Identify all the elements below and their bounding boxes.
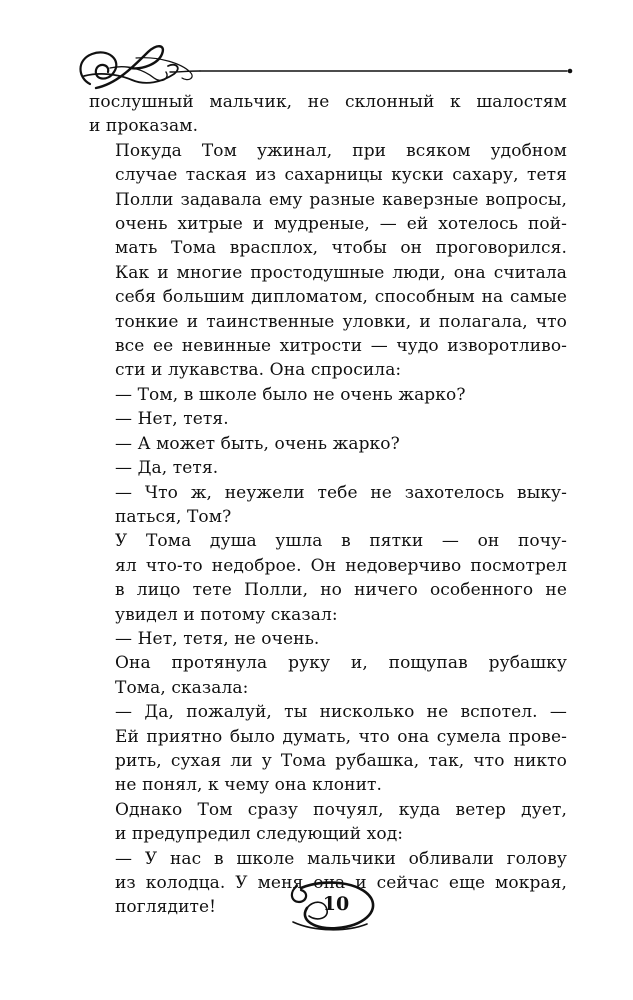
text-line: поглядите! — [115, 897, 217, 918]
text-line: — Том, в школе было не очень жарко? — [115, 384, 466, 405]
text-line: увидел и потому сказал: — [115, 604, 338, 625]
text-line: тонкие и таинственные уловки, и полагала, что — [115, 311, 567, 332]
page-body-text — [89, 90, 567, 920]
text-line: очень хитрые и мудреные, — ей хотелось пой- — [115, 214, 567, 235]
text-line: сти и лукавства. Она спросила: — [115, 360, 402, 381]
text-line: рить, сухая ли у Тома рубашка, так, что никто — [115, 750, 567, 771]
text-line: Тома, сказала: — [115, 677, 249, 698]
text-line: Полли задавала ему разные каверзные вопросы, — [115, 189, 567, 210]
paragraph — [89, 407, 567, 431]
paragraph — [89, 432, 567, 456]
text-line: — А может быть, очень жарко? — [115, 433, 400, 454]
text-line: себя большим дипломатом, способным на самые — [115, 287, 567, 308]
text-line: — Что ж, неужели тебе не захотелось выку- — [115, 482, 567, 503]
text-line: — Нет, тетя, не очень. — [115, 628, 320, 649]
text-line: У Тома душа ушла в пятки — он почу- — [115, 531, 567, 552]
paragraph — [89, 456, 567, 480]
text-line: Покуда Том ужинал, при всяком удобном — [115, 140, 567, 161]
text-line: Ей приятно было думать, что она сумела прове- — [115, 726, 567, 747]
paragraph — [89, 529, 567, 627]
paragraph — [89, 798, 567, 847]
text-line: послушный мальчик, не склонный к шалостям — [89, 92, 567, 112]
page-number: 10 — [322, 893, 350, 915]
text-line: и предупредил следующий ход: — [115, 824, 404, 845]
text-line: из колодца. У меня она и сейчас еще мокрая, — [115, 873, 567, 893]
text-line: — Да, пожалуй, ты нисколько не вспотел. — — [115, 702, 567, 723]
text-line: Она протянула руку и, пощупав рубашку — [115, 653, 567, 674]
text-line: Как и многие простодушные люди, она считала — [115, 262, 567, 283]
text-line: паться, Том? — [115, 506, 232, 527]
paragraph — [89, 700, 567, 798]
text-line: в лицо тете Полли, но ничего особенного не — [115, 580, 567, 601]
text-line: не понял, к чему она клонит. — [115, 775, 383, 796]
paragraph — [89, 481, 567, 530]
text-line: ял что-то недоброе. Он недоверчиво посмотрел — [115, 555, 567, 576]
text-line: все ее невинные хитрости — чудо изворотливо- — [115, 336, 567, 357]
paragraph — [89, 383, 567, 407]
text-line: Однако Том сразу почуял, куда ветер дует, — [115, 799, 567, 820]
paragraph — [89, 90, 567, 139]
text-line: — Нет, тетя. — [115, 409, 229, 430]
text-line: — У нас в школе мальчики обливали голову — [115, 848, 567, 869]
text-line: случае таская из сахарницы куски сахару, тетя — [115, 165, 567, 186]
header-flourish-ornament — [70, 38, 575, 98]
paragraph — [89, 651, 567, 700]
paragraph — [89, 139, 567, 383]
text-line: и проказам. — [89, 116, 199, 137]
paragraph — [89, 627, 567, 651]
text-line: — Да, тетя. — [115, 458, 219, 479]
text-line: мать Тома врасплох, чтобы он проговорился. — [115, 238, 567, 259]
